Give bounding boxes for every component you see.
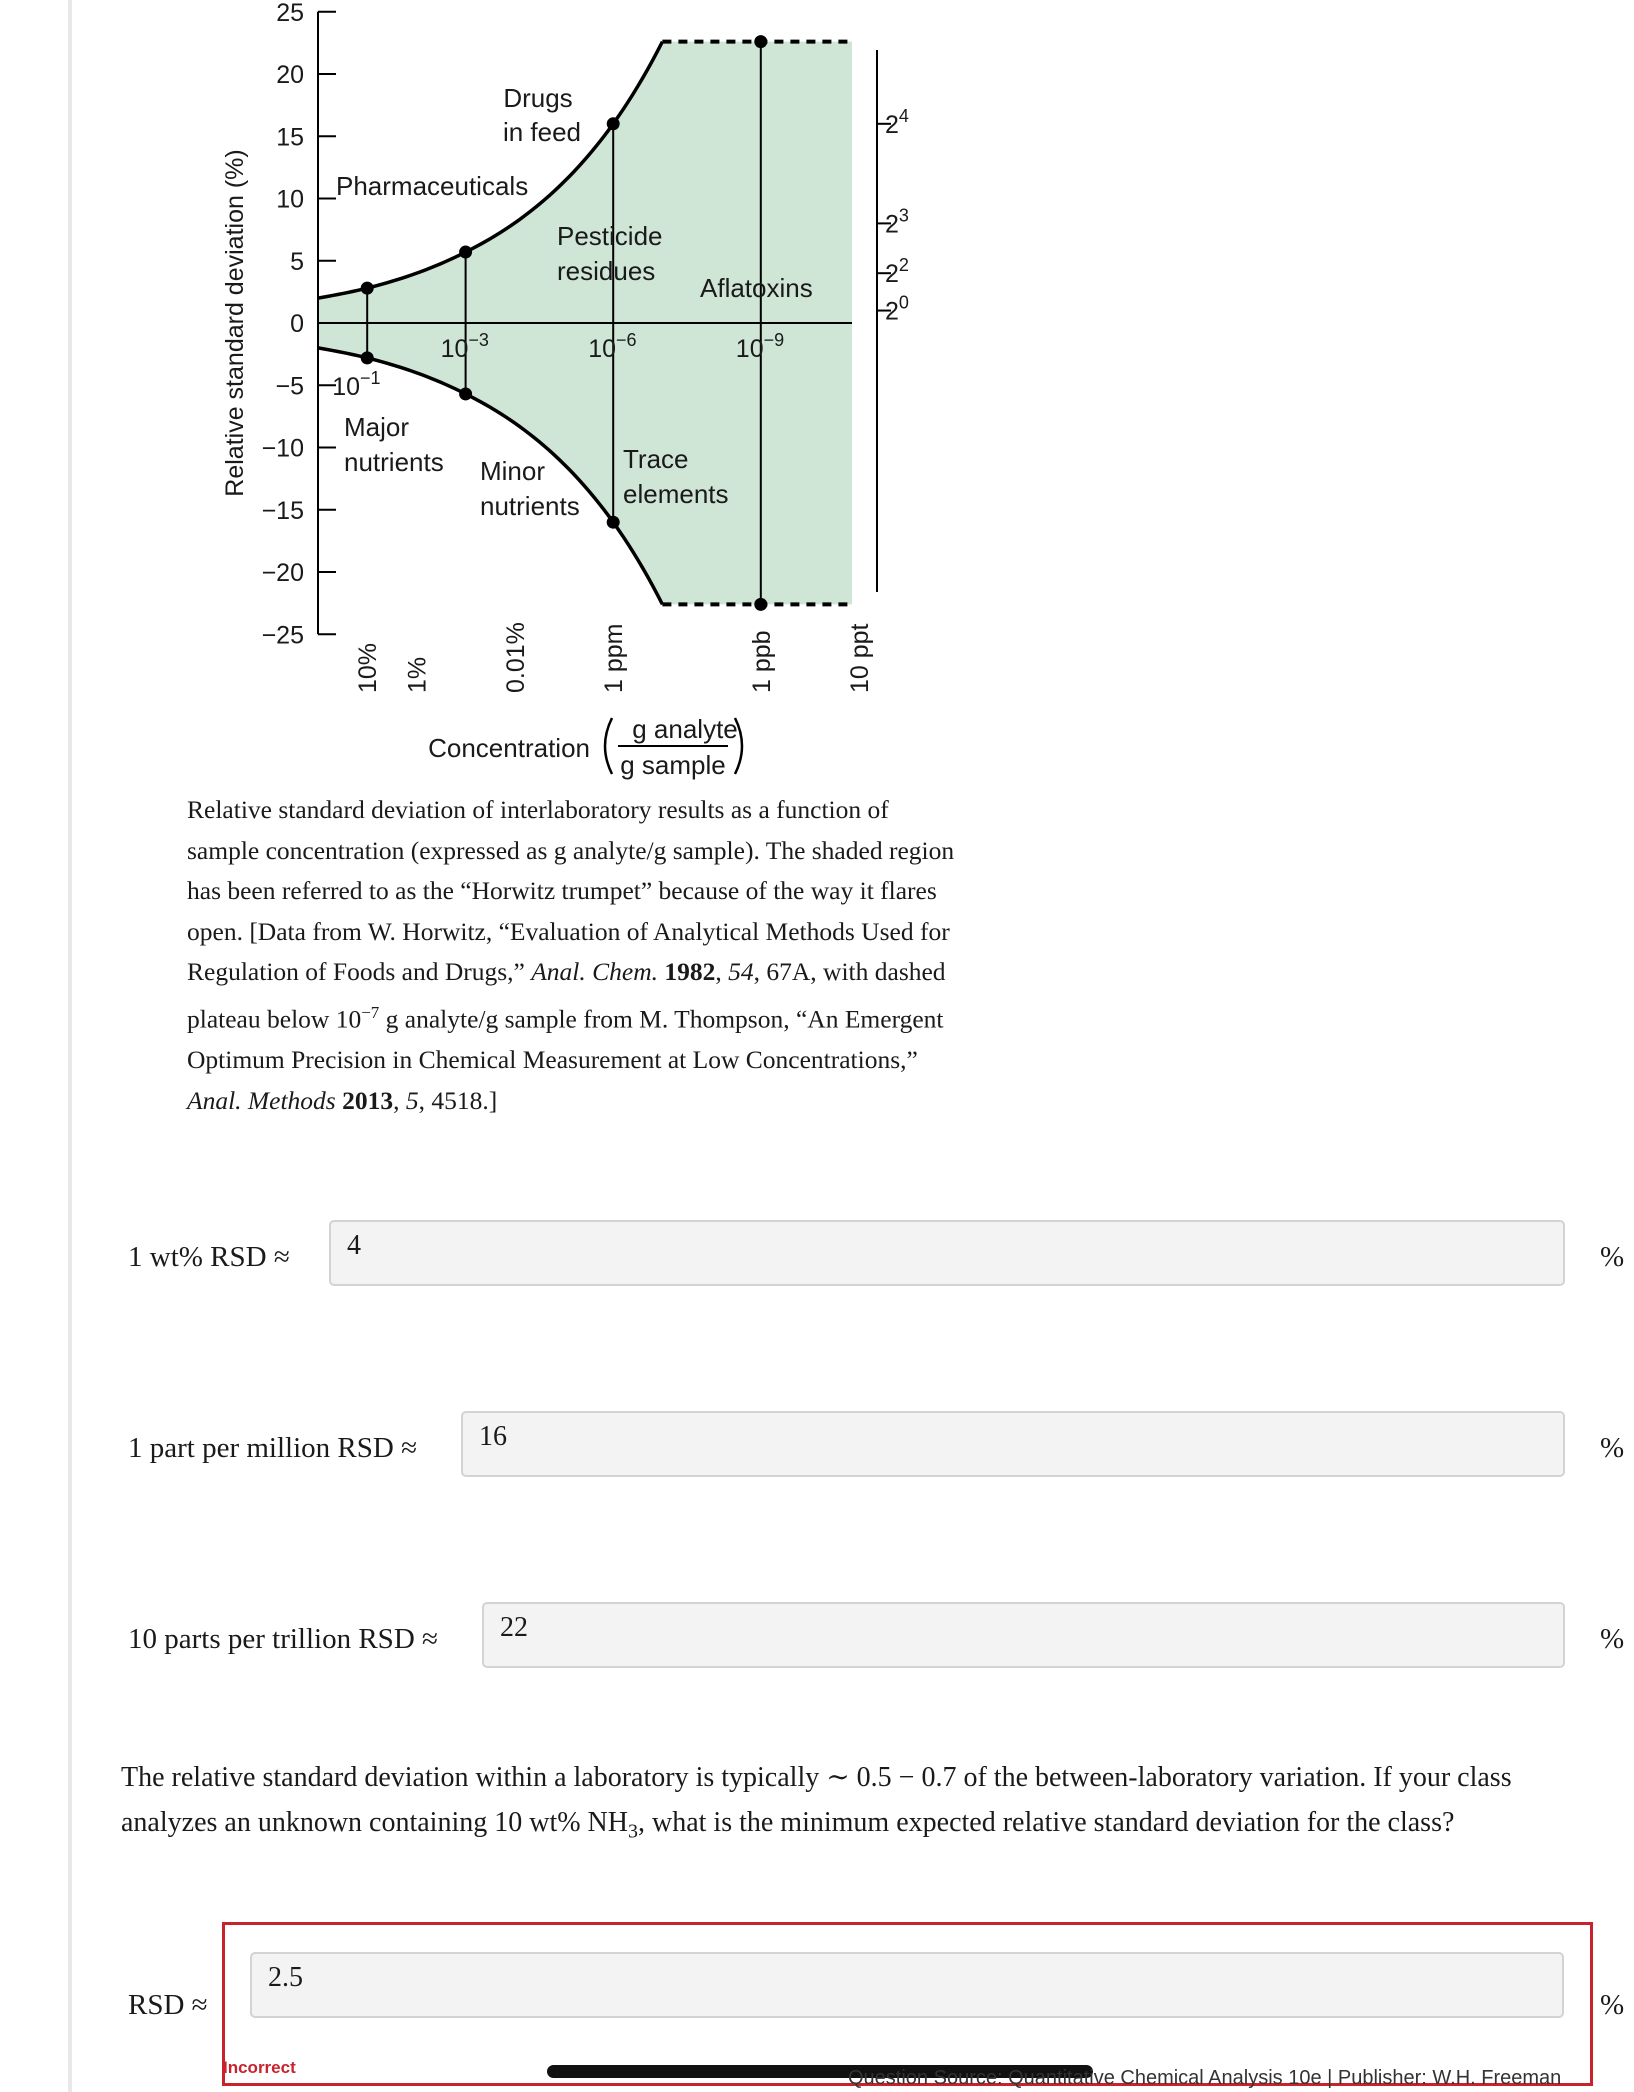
y-tick-label: −15 xyxy=(261,496,304,525)
horwitz-trumpet-chart xyxy=(0,0,1634,800)
data-point xyxy=(607,516,620,529)
concentration-label: 0.01% xyxy=(501,622,530,693)
annotation-minor-nutrients: Minor xyxy=(480,456,546,486)
annotation-minor-nutrients: nutrients xyxy=(480,491,580,521)
data-point xyxy=(361,282,374,295)
y-tick-label: −5 xyxy=(275,372,304,401)
rsd-10ppt-label: 10 parts per trillion RSD ≈ xyxy=(128,1623,438,1655)
x-axis-title: Concentration xyxy=(428,733,590,763)
y-tick-label: 0 xyxy=(290,310,304,338)
secondary-tick-label: $2^4$ xyxy=(885,105,909,139)
figure-caption: Relative standard deviation of interlaboratory results as a function of sample concentration (expressed as g analyte/g sample). The shaded region has been referred to as the “Horwitz trumpet” because of the way it flares open. [Data from W. Horwitz, “Evaluation of Analytical Methods Used for Regulation of Foods and Drugs,” Anal. Chem. 1982, 54, 67A, with dashed plateau below $10^{-7}$ g analyte/g sample from M. Thompson, “An Emergent Optimum Precision in Chemical Measurement at Low Concentrations,” Anal. Methods 2013, 5, 4518.] xyxy=(187,795,955,1115)
rsd-1wt-label: 1 wt% RSD ≈ xyxy=(128,1241,290,1273)
rsd-10ppt-unit: % xyxy=(1600,1623,1625,1655)
x-axis-fraction-denominator: g sample xyxy=(620,750,726,780)
rsd-1wt-input[interactable]: 4 xyxy=(329,1220,1565,1286)
data-point xyxy=(361,351,374,364)
rsd-1ppm-input[interactable]: 16 xyxy=(461,1411,1565,1477)
y-tick-label: −20 xyxy=(261,559,304,587)
y-tick-label: 10 xyxy=(276,185,304,214)
annotation-trace-elements: elements xyxy=(623,479,729,509)
x-axis-fraction-numerator: g analyte xyxy=(632,714,738,744)
concentration-label: 1 ppb xyxy=(747,630,776,693)
annotation-major-nutrients: nutrients xyxy=(344,447,444,477)
class-rsd-input[interactable]: 2.5 xyxy=(250,1952,1564,2018)
concentration-label: 1 ppm xyxy=(600,623,629,693)
concentration-label: 10% xyxy=(354,642,383,693)
incorrect-status: Incorrect xyxy=(223,2058,296,2077)
data-point xyxy=(754,35,767,48)
rsd-1ppm-label: 1 part per million RSD ≈ xyxy=(128,1432,417,1464)
data-point xyxy=(607,117,620,130)
secondary-tick-label: $2^0$ xyxy=(885,292,909,326)
x-axis-power-label: $10^{-6}$ xyxy=(588,330,637,363)
annotation-major-nutrients: Major xyxy=(344,412,410,442)
concentration-label: 1% xyxy=(403,656,432,693)
data-point xyxy=(459,246,472,259)
secondary-tick-label: $2^3$ xyxy=(885,205,909,239)
x-axis-power-label: $10^{-3}$ xyxy=(440,330,489,363)
y-tick-label: 15 xyxy=(276,123,304,152)
annotation-trace-elements: Trace xyxy=(623,444,689,474)
rsd-10ppt-input[interactable]: 22 xyxy=(482,1602,1565,1668)
secondary-tick-label: $2^2$ xyxy=(885,255,909,289)
rsd-1wt-unit: % xyxy=(1600,1241,1625,1273)
question-source: Question Source: Quantitative Chemical Analysis 10e | Publisher: W.H. Freeman xyxy=(848,2067,1562,2089)
x-axis-power-label: $10^{-9}$ xyxy=(735,330,785,363)
rsd-1ppm-unit: % xyxy=(1600,1432,1625,1464)
data-point xyxy=(754,598,767,611)
y-tick-label: 25 xyxy=(276,0,304,27)
left-paren xyxy=(605,718,612,774)
question-text: The relative standard deviation within a laboratory is typically ∼ 0.5 − 0.7 of the between-laboratory variation. If your class analyzes an unknown containing 10 wt% $NH_3$, what is the minimum expected relative standard deviation for the class? xyxy=(121,1762,1512,1843)
annotation-drugs: in feed xyxy=(502,117,582,147)
annotation-pharmaceuticals: Pharmaceuticals xyxy=(336,171,529,201)
class-rsd-label: RSD ≈ xyxy=(128,1989,208,2021)
y-tick-label: −25 xyxy=(261,621,304,650)
concentration-label: 10 ppt xyxy=(846,623,875,693)
y-axis-title: Relative standard deviation (%) xyxy=(221,149,249,497)
annotation-pesticide: residues xyxy=(557,256,656,286)
data-point xyxy=(459,387,472,400)
annotation-drugs: Drugs xyxy=(503,83,573,113)
class-rsd-unit: % xyxy=(1600,1989,1625,2021)
y-tick-label: 20 xyxy=(276,61,304,89)
annotation-aflatoxins: Aflatoxins xyxy=(700,273,813,303)
annotation-pesticide: Pesticide xyxy=(557,221,663,251)
x-axis-power-label: $10^{-1}$ xyxy=(332,368,381,401)
y-tick-label: 5 xyxy=(290,247,304,276)
y-tick-label: −10 xyxy=(261,434,304,463)
